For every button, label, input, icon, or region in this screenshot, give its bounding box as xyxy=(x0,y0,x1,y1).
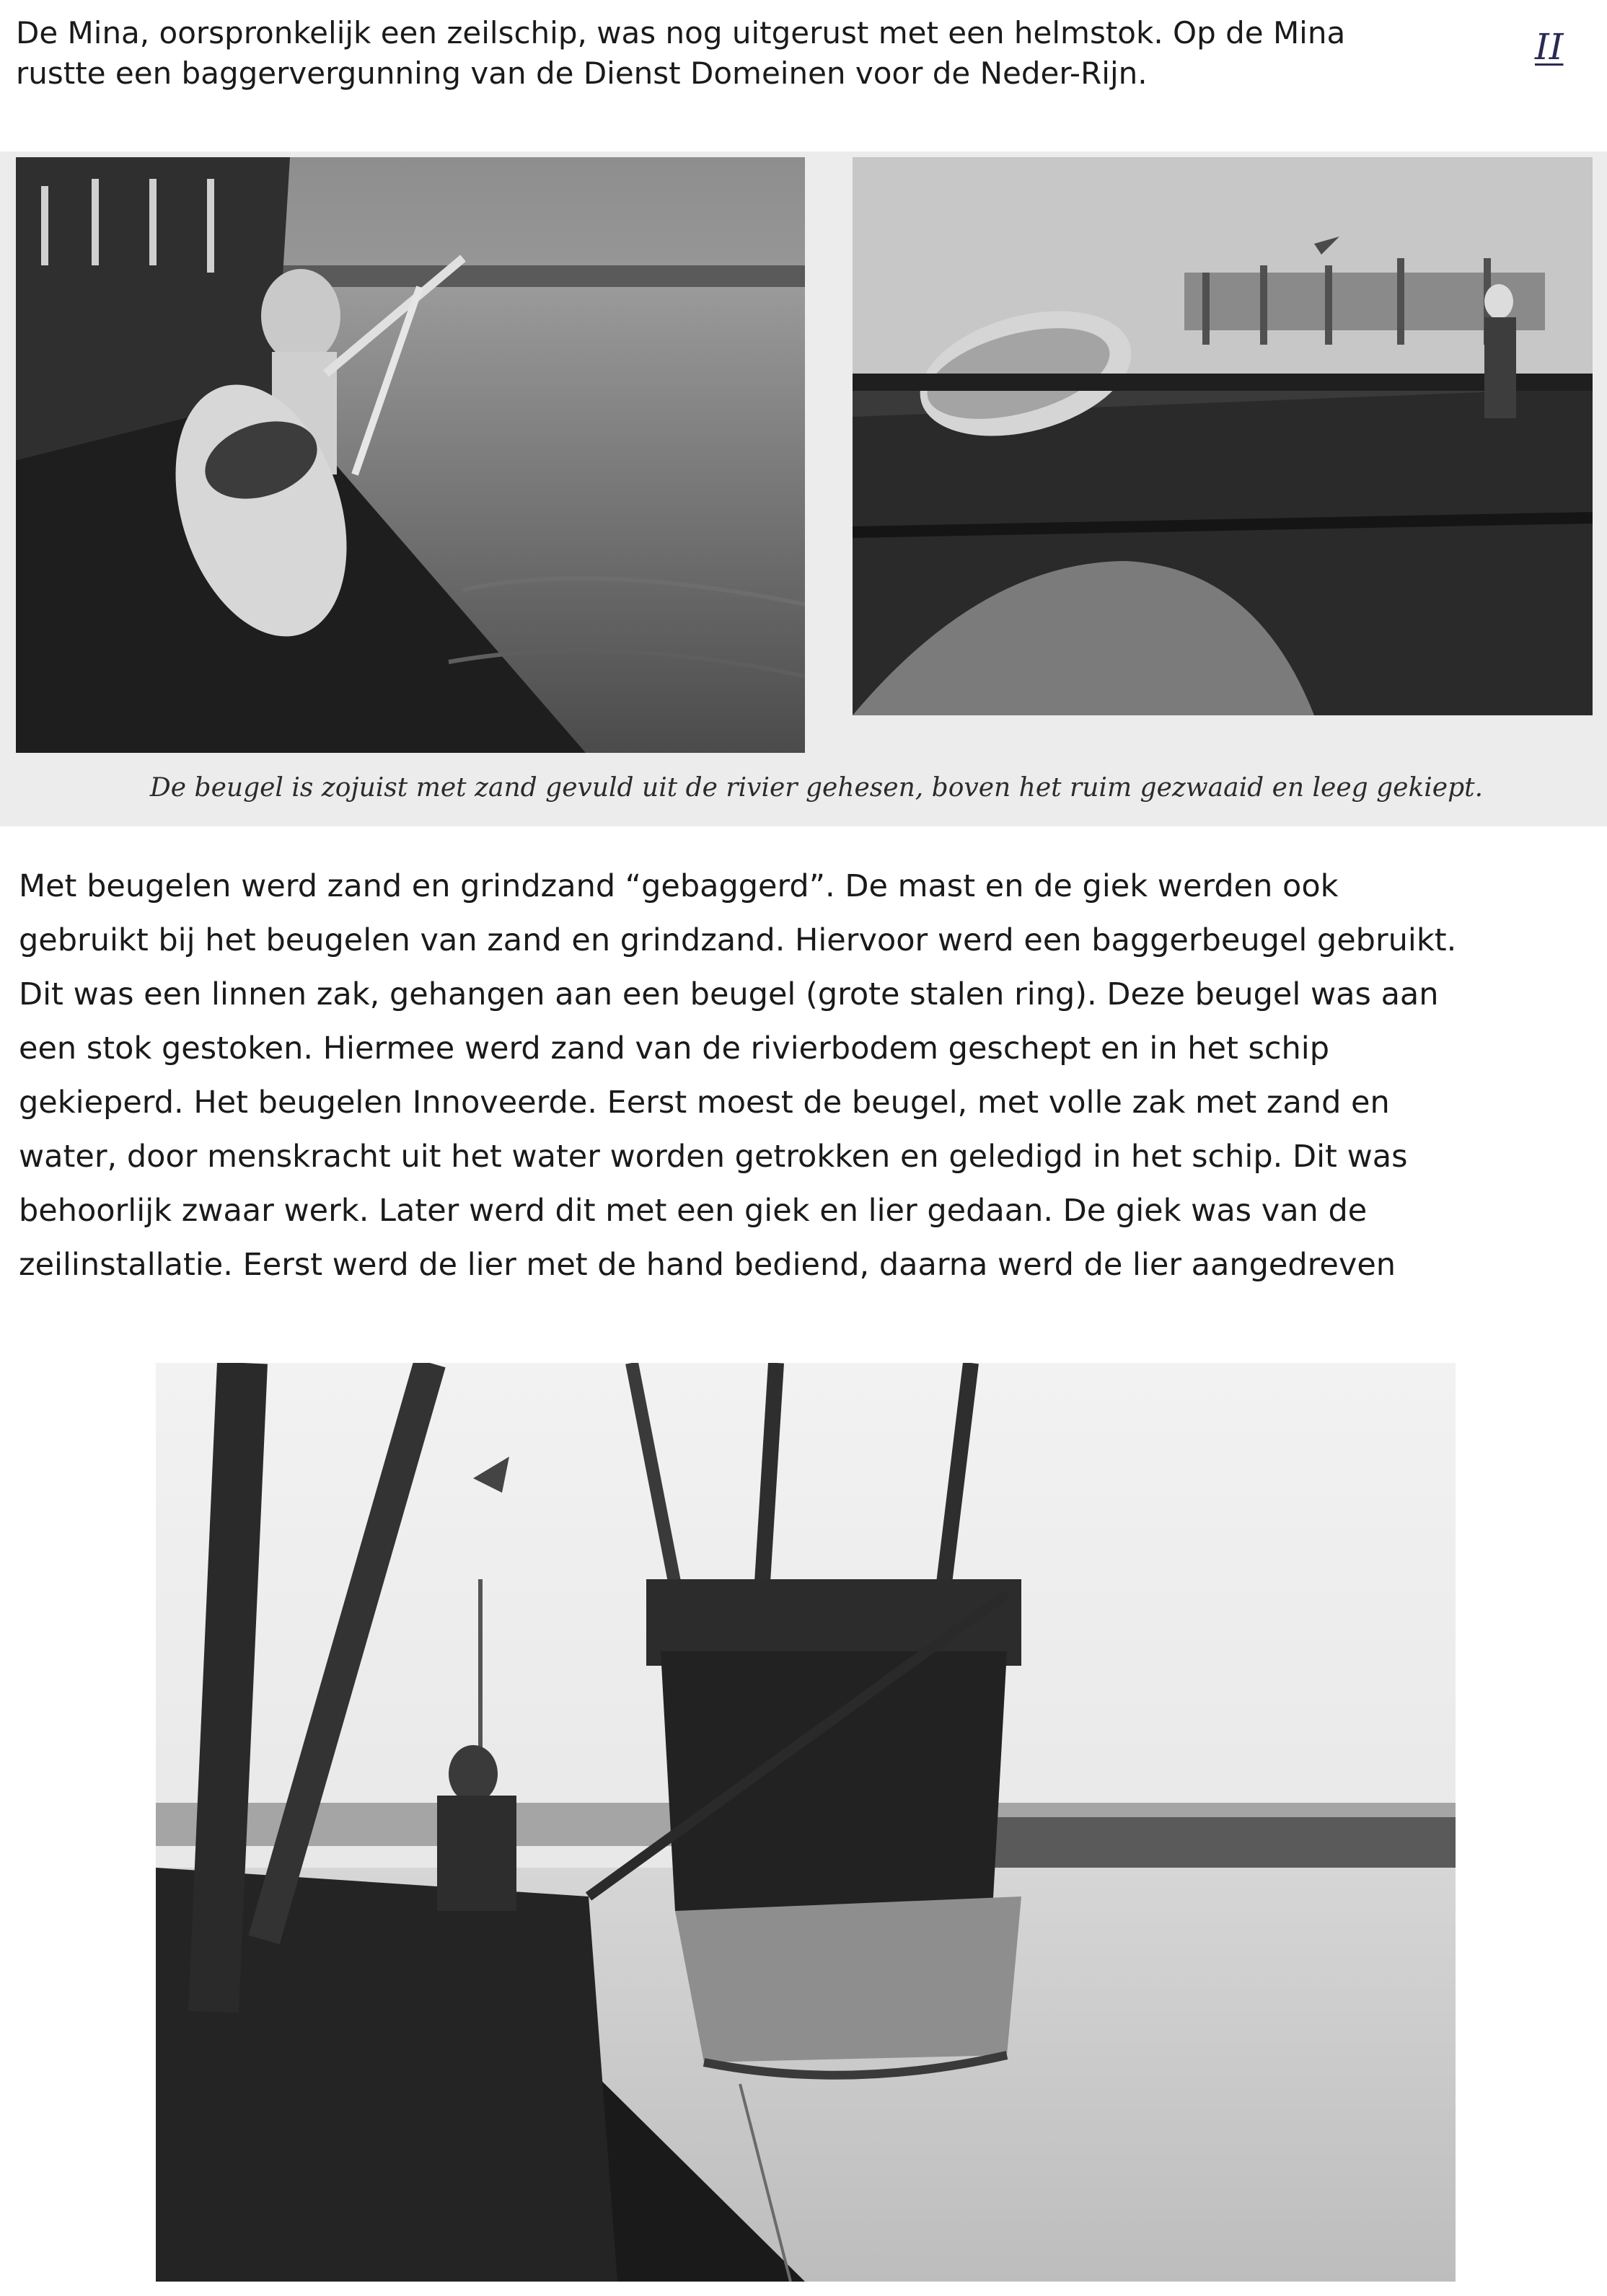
body-line: Met beugelen werd zand en grindzand “gebaggerd”. De mast en de giek werden ook xyxy=(19,868,1339,904)
intro-line: De Mina, oorspronkelijk een zeilschip, was nog uitgerust met een helmstok. Op de Mina xyxy=(16,15,1346,50)
body-line: Dit was een linnen zak, gehangen aan een beugel (grote stalen ring). Deze beugel was aan xyxy=(19,976,1439,1012)
intro-line: rustte een baggervergunning van de Dienst Domeinen voor de Neder-Rijn. xyxy=(16,56,1148,91)
body-line: een stok gestoken. Hiermee werd zand van de rivierbodem geschept en in het schip xyxy=(19,1030,1330,1067)
body-line: water, door menskracht uit het water worden getrokken en geledigd in het schip. Dit was xyxy=(19,1139,1408,1175)
photo-beugel-over-hold xyxy=(853,157,1593,715)
body-line: gekieperd. Het beugelen Innoveerde. Eerst moest de beugel, met volle zak met zand en xyxy=(19,1085,1390,1121)
body-line: gebruikt bij het beugelen van zand en grindzand. Hiervoor werd een baggerbeugel gebruikt. xyxy=(19,922,1457,958)
body-paragraph xyxy=(19,860,1591,1292)
page-number-mark: II xyxy=(1535,26,1564,68)
body-line: behoorlijk zwaar werk. Later werd dit met een giek en lier gedaan. De giek was van de xyxy=(19,1193,1368,1229)
intro-paragraph xyxy=(16,13,1516,94)
photo-hoisted-bucket xyxy=(156,1363,1456,2282)
photo-caption: De beugel is zojuist met zand gevuld uit de rivier gehesen, boven het ruim gezwaaid en leeg gekiept. xyxy=(149,773,1484,803)
photo-man-lifting-beugel xyxy=(16,157,805,753)
body-line: zeilinstallatie. Eerst werd de lier met de hand bediend, daarna werd de lier aangedreven xyxy=(19,1247,1396,1283)
